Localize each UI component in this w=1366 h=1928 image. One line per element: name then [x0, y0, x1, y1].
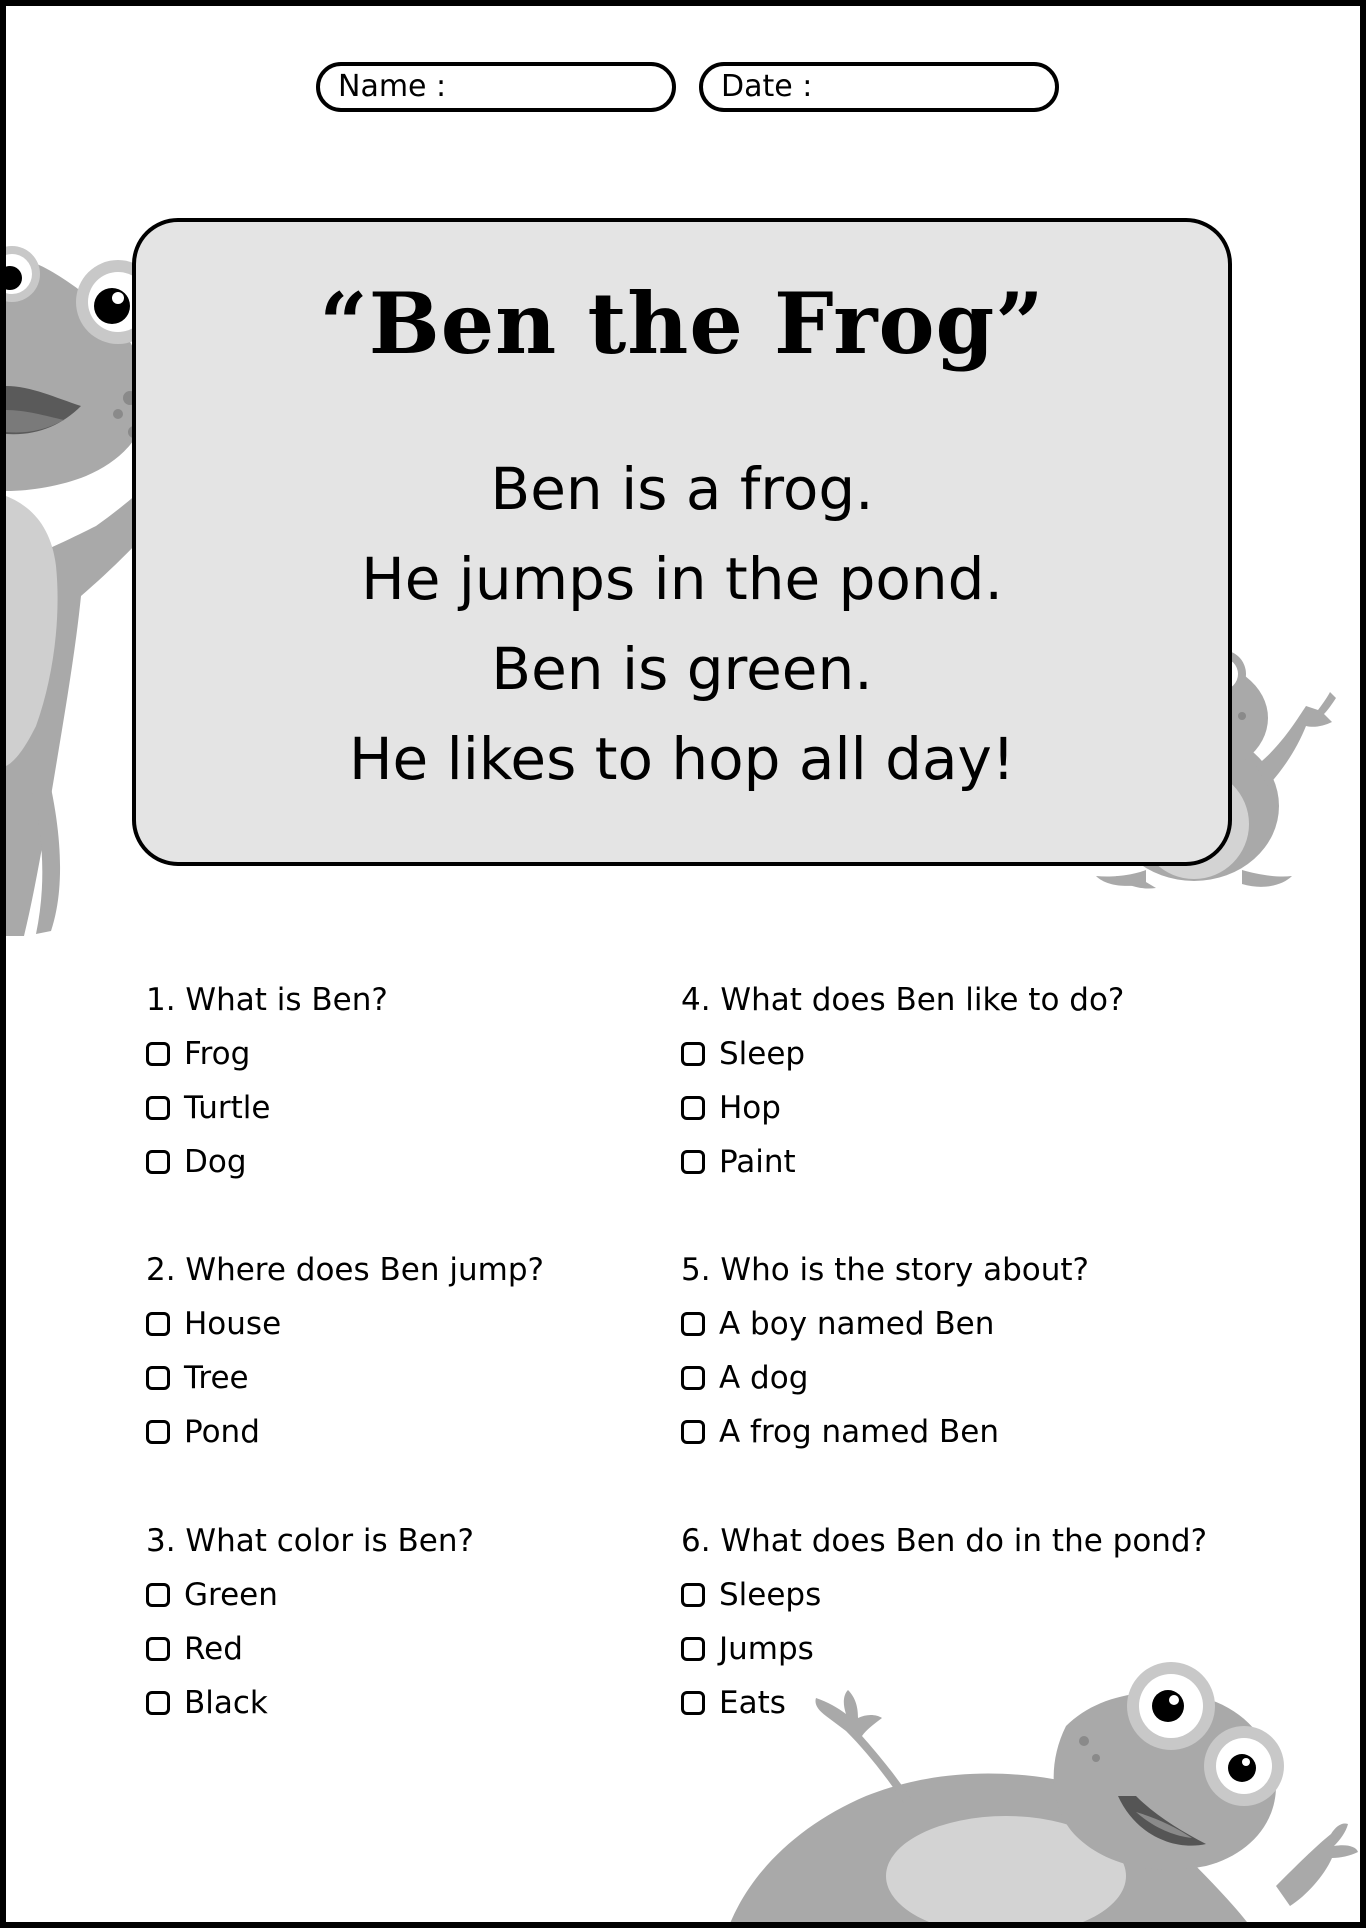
answer-option[interactable] [681, 1304, 1241, 1344]
option-label: Dog [184, 1144, 247, 1180]
checkbox-icon[interactable] [146, 1637, 170, 1661]
question-text: 6. What does Ben do in the pond? [681, 1523, 1208, 1559]
story-line: He jumps in the pond. [361, 545, 1003, 613]
question-3 [146, 1521, 706, 1737]
answer-option[interactable] [681, 1575, 1241, 1615]
name-field-label: Name : [338, 69, 447, 104]
date-field-label: Date : [721, 69, 813, 104]
checkbox-icon[interactable] [681, 1312, 705, 1336]
answer-option[interactable] [681, 1358, 1241, 1398]
answer-option[interactable] [146, 1629, 706, 1669]
checkbox-icon[interactable] [146, 1420, 170, 1444]
answer-option[interactable] [146, 1683, 706, 1723]
checkbox-icon[interactable] [146, 1691, 170, 1715]
checkbox-icon[interactable] [146, 1366, 170, 1390]
answer-option[interactable] [146, 1412, 706, 1452]
answer-option[interactable] [146, 1304, 706, 1344]
checkbox-icon[interactable] [681, 1150, 705, 1174]
question-text: 1. What is Ben? [146, 982, 388, 1018]
answer-option[interactable] [681, 1412, 1241, 1452]
option-label: A frog named Ben [719, 1414, 999, 1450]
answer-option[interactable] [681, 1683, 1241, 1723]
question-2 [146, 1250, 706, 1466]
story-line: Ben is a frog. [490, 455, 874, 523]
answer-option[interactable] [146, 1142, 706, 1182]
answer-option[interactable] [146, 1034, 706, 1074]
story-text [132, 444, 1232, 804]
answer-option[interactable] [681, 1034, 1241, 1074]
checkbox-icon[interactable] [146, 1583, 170, 1607]
checkbox-icon[interactable] [681, 1096, 705, 1120]
option-label: Eats [719, 1685, 786, 1721]
checkbox-icon[interactable] [681, 1637, 705, 1661]
checkbox-icon[interactable] [681, 1366, 705, 1390]
option-label: Jumps [719, 1631, 814, 1667]
option-label: Red [184, 1631, 243, 1667]
story-line: He likes to hop all day! [348, 725, 1016, 793]
option-label: Sleep [719, 1036, 806, 1072]
question-1 [146, 980, 706, 1196]
option-label: A boy named Ben [719, 1306, 995, 1342]
question-text: 4. What does Ben like to do? [681, 982, 1125, 1018]
story-title: “Ben the Frog” [319, 274, 1045, 373]
checkbox-icon[interactable] [146, 1042, 170, 1066]
option-label: Turtle [184, 1090, 271, 1126]
option-label: Tree [184, 1360, 249, 1396]
question-6 [681, 1521, 1241, 1737]
answer-option[interactable] [146, 1088, 706, 1128]
question-text: 2. Where does Ben jump? [146, 1252, 544, 1288]
question-4 [681, 980, 1241, 1196]
option-label: Paint [719, 1144, 796, 1180]
question-text: 5. Who is the story about? [681, 1252, 1090, 1288]
option-label: House [184, 1306, 282, 1342]
checkbox-icon[interactable] [681, 1583, 705, 1607]
checkbox-icon[interactable] [146, 1312, 170, 1336]
answer-option[interactable] [146, 1575, 706, 1615]
option-label: A dog [719, 1360, 809, 1396]
option-label: Frog [184, 1036, 251, 1072]
checkbox-icon[interactable] [681, 1691, 705, 1715]
checkbox-icon[interactable] [146, 1150, 170, 1174]
option-label: Black [184, 1685, 268, 1721]
story-line: Ben is green. [491, 635, 873, 703]
question-text: 3. What color is Ben? [146, 1523, 474, 1559]
question-5 [681, 1250, 1241, 1466]
option-label: Pond [184, 1414, 260, 1450]
answer-option[interactable] [681, 1088, 1241, 1128]
option-label: Hop [719, 1090, 781, 1126]
checkbox-icon[interactable] [681, 1042, 705, 1066]
name-field[interactable] [316, 62, 676, 112]
date-field[interactable] [699, 62, 1059, 112]
option-label: Sleeps [719, 1577, 822, 1613]
checkbox-icon[interactable] [146, 1096, 170, 1120]
answer-option[interactable] [146, 1358, 706, 1398]
option-label: Green [184, 1577, 278, 1613]
answer-option[interactable] [681, 1629, 1241, 1669]
answer-option[interactable] [681, 1142, 1241, 1182]
checkbox-icon[interactable] [681, 1420, 705, 1444]
